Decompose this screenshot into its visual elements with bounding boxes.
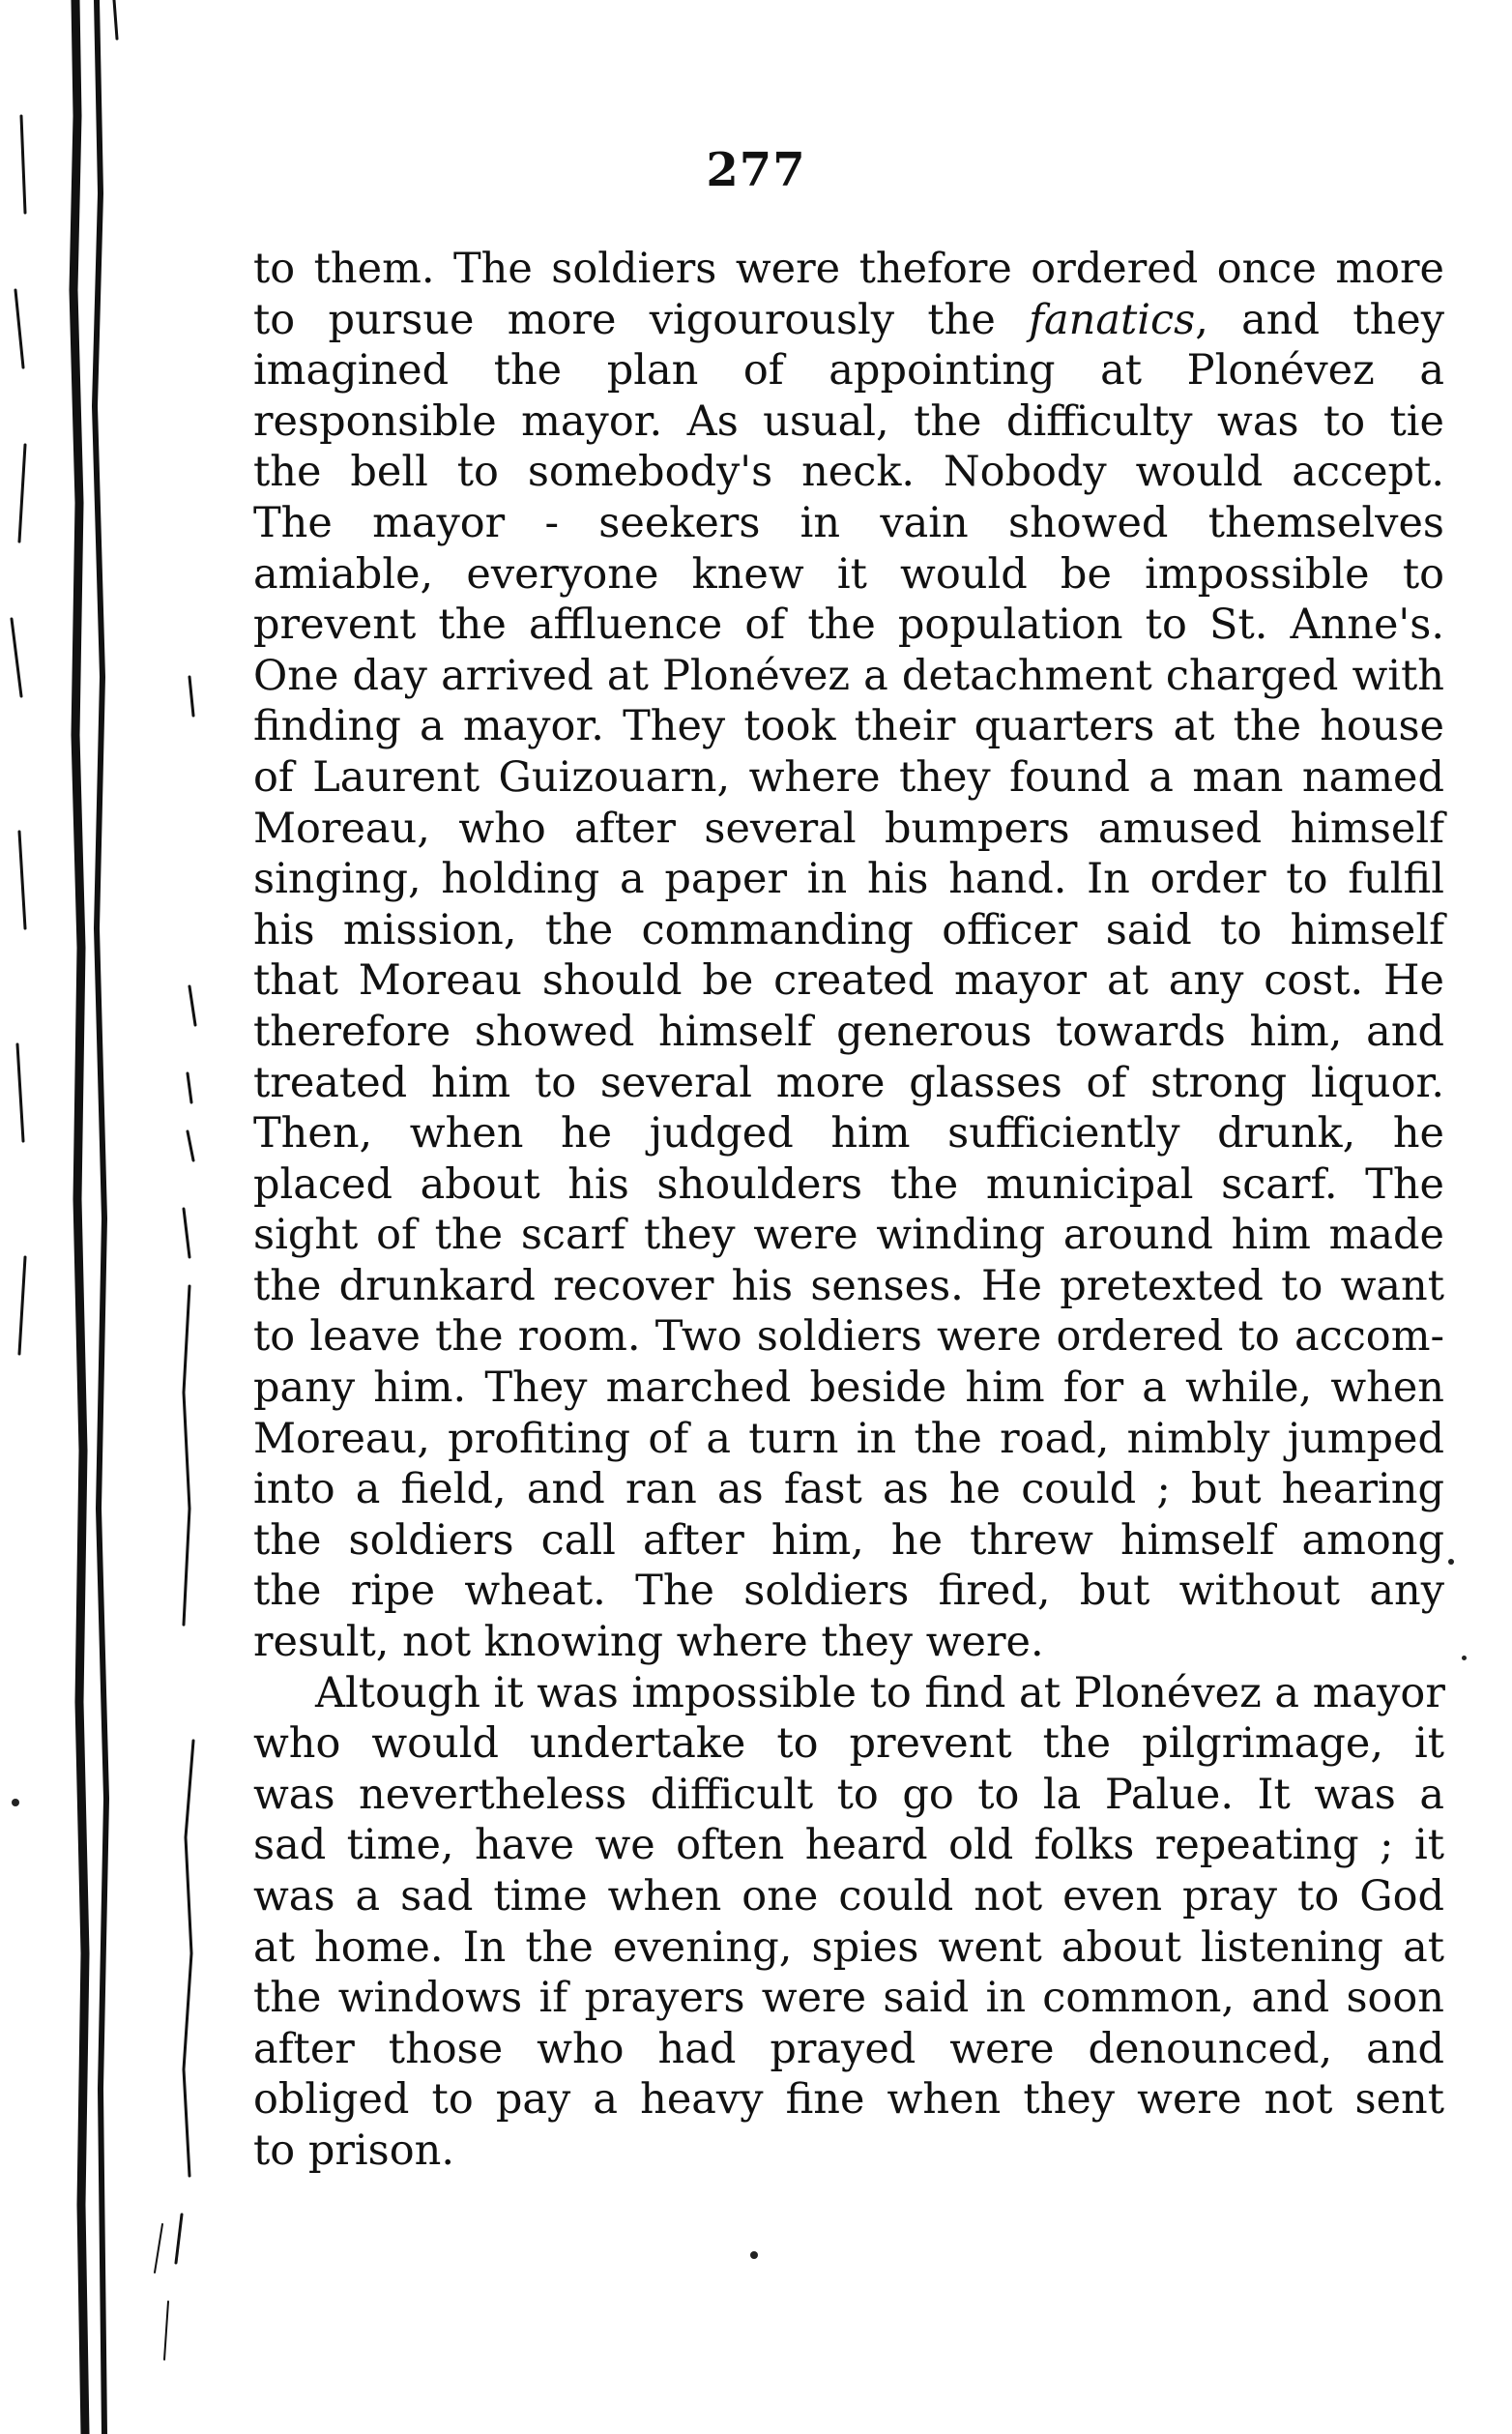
text-line: to them. The soldiers were thefore ordered once more <box>253 245 1444 293</box>
text-line: therefore showed himself generous towards him, and <box>253 1007 1444 1056</box>
text-line: to leave the room. Two soldiers were ordered to accom- <box>253 1312 1444 1362</box>
text-line: amiable, everyone knew it would be impossible to <box>253 549 1444 599</box>
italic-word: fanatics <box>1029 295 1196 344</box>
text-line: the windows if prayers were said in common, and soon <box>253 1974 1444 2023</box>
text-line: the soldiers call after him, he threw himself among <box>253 1515 1444 1565</box>
text-line: placed about his shoulders the municipal scarf. The <box>253 1159 1444 1209</box>
text-line: the bell to somebody's neck. Nobody would accept. <box>253 448 1444 497</box>
text-line: was a sad time when one could not even pray to God <box>253 1872 1444 1921</box>
text-line: after those who had prayed were denounced, and <box>253 2024 1444 2073</box>
paragraph <box>253 1668 1444 2177</box>
text-line: pany him. They marched beside him for a while, when <box>253 1364 1444 1413</box>
text-line: One day arrived at Plonévez a detachment charged with <box>253 651 1444 700</box>
text-line: imagined the plan of appointing at Plonévez a <box>253 346 1444 396</box>
text-line: singing, holding a paper in his hand. In order to fulfil <box>253 855 1444 904</box>
text-line: into a field, and ran as fast as he could ; but hearing <box>253 1465 1444 1514</box>
ink-speck <box>1462 1656 1467 1660</box>
text-line: sad time, have we often heard old folks repeating ; it <box>253 1821 1444 1870</box>
text-line: Altough it was impossible to find at Plonévez a mayor <box>315 1668 1445 1717</box>
text-line: was nevertheless difficult to go to la Palue. It was a <box>253 1770 1444 1819</box>
text-line: who would undertake to prevent the pilgrimage, it <box>253 1719 1444 1769</box>
text-line: of Laurent Guizouarn, where they found a man named <box>253 752 1444 802</box>
ink-speck <box>1448 1559 1454 1565</box>
text-line: that Moreau should be created mayor at any cost. He <box>253 956 1444 1006</box>
text-line: result, not knowing where they were. <box>253 1618 1044 1667</box>
text-line: to pursue more vigourously the fanatics, and they <box>253 295 1445 344</box>
text-line: the drunkard recover his senses. He pretexted to want <box>253 1261 1444 1310</box>
text-line: Moreau, who after several bumpers amused himself <box>253 804 1444 853</box>
text-line: Then, when he judged him sufficiently drunk, he <box>253 1109 1444 1158</box>
text-line: to prison. <box>253 2126 454 2175</box>
text-line: The mayor - seekers in vain showed themselves <box>253 498 1444 547</box>
text-line: his mission, the commanding officer said to himself <box>253 905 1444 954</box>
page-number: 277 <box>706 143 806 197</box>
paragraph <box>253 244 1444 1668</box>
text-line: sight of the scarf they were winding around him made <box>253 1211 1444 1260</box>
body-text <box>253 244 1444 2177</box>
text-line: the ripe wheat. The soldiers fired, but without any <box>253 1567 1444 1616</box>
binding-gutter-marks <box>0 0 251 2434</box>
text-line: responsible mayor. As usual, the difficulty was to tie <box>253 396 1444 446</box>
text-line: prevent the affluence of the population to St. Anne's. <box>253 601 1444 650</box>
text-line: finding a mayor. They took their quarters at the house <box>253 702 1444 751</box>
text-line: treated him to several more glasses of strong liquor. <box>253 1058 1444 1107</box>
ink-speck <box>12 1799 19 1806</box>
text-line: at home. In the evening, spies went about listening at <box>253 1922 1444 1972</box>
text-line: obliged to pay a heavy fine when they were not sent <box>253 2075 1444 2125</box>
ink-speck <box>750 2251 758 2259</box>
text-line: Moreau, profiting of a turn in the road, nimbly jumped <box>253 1414 1444 1463</box>
